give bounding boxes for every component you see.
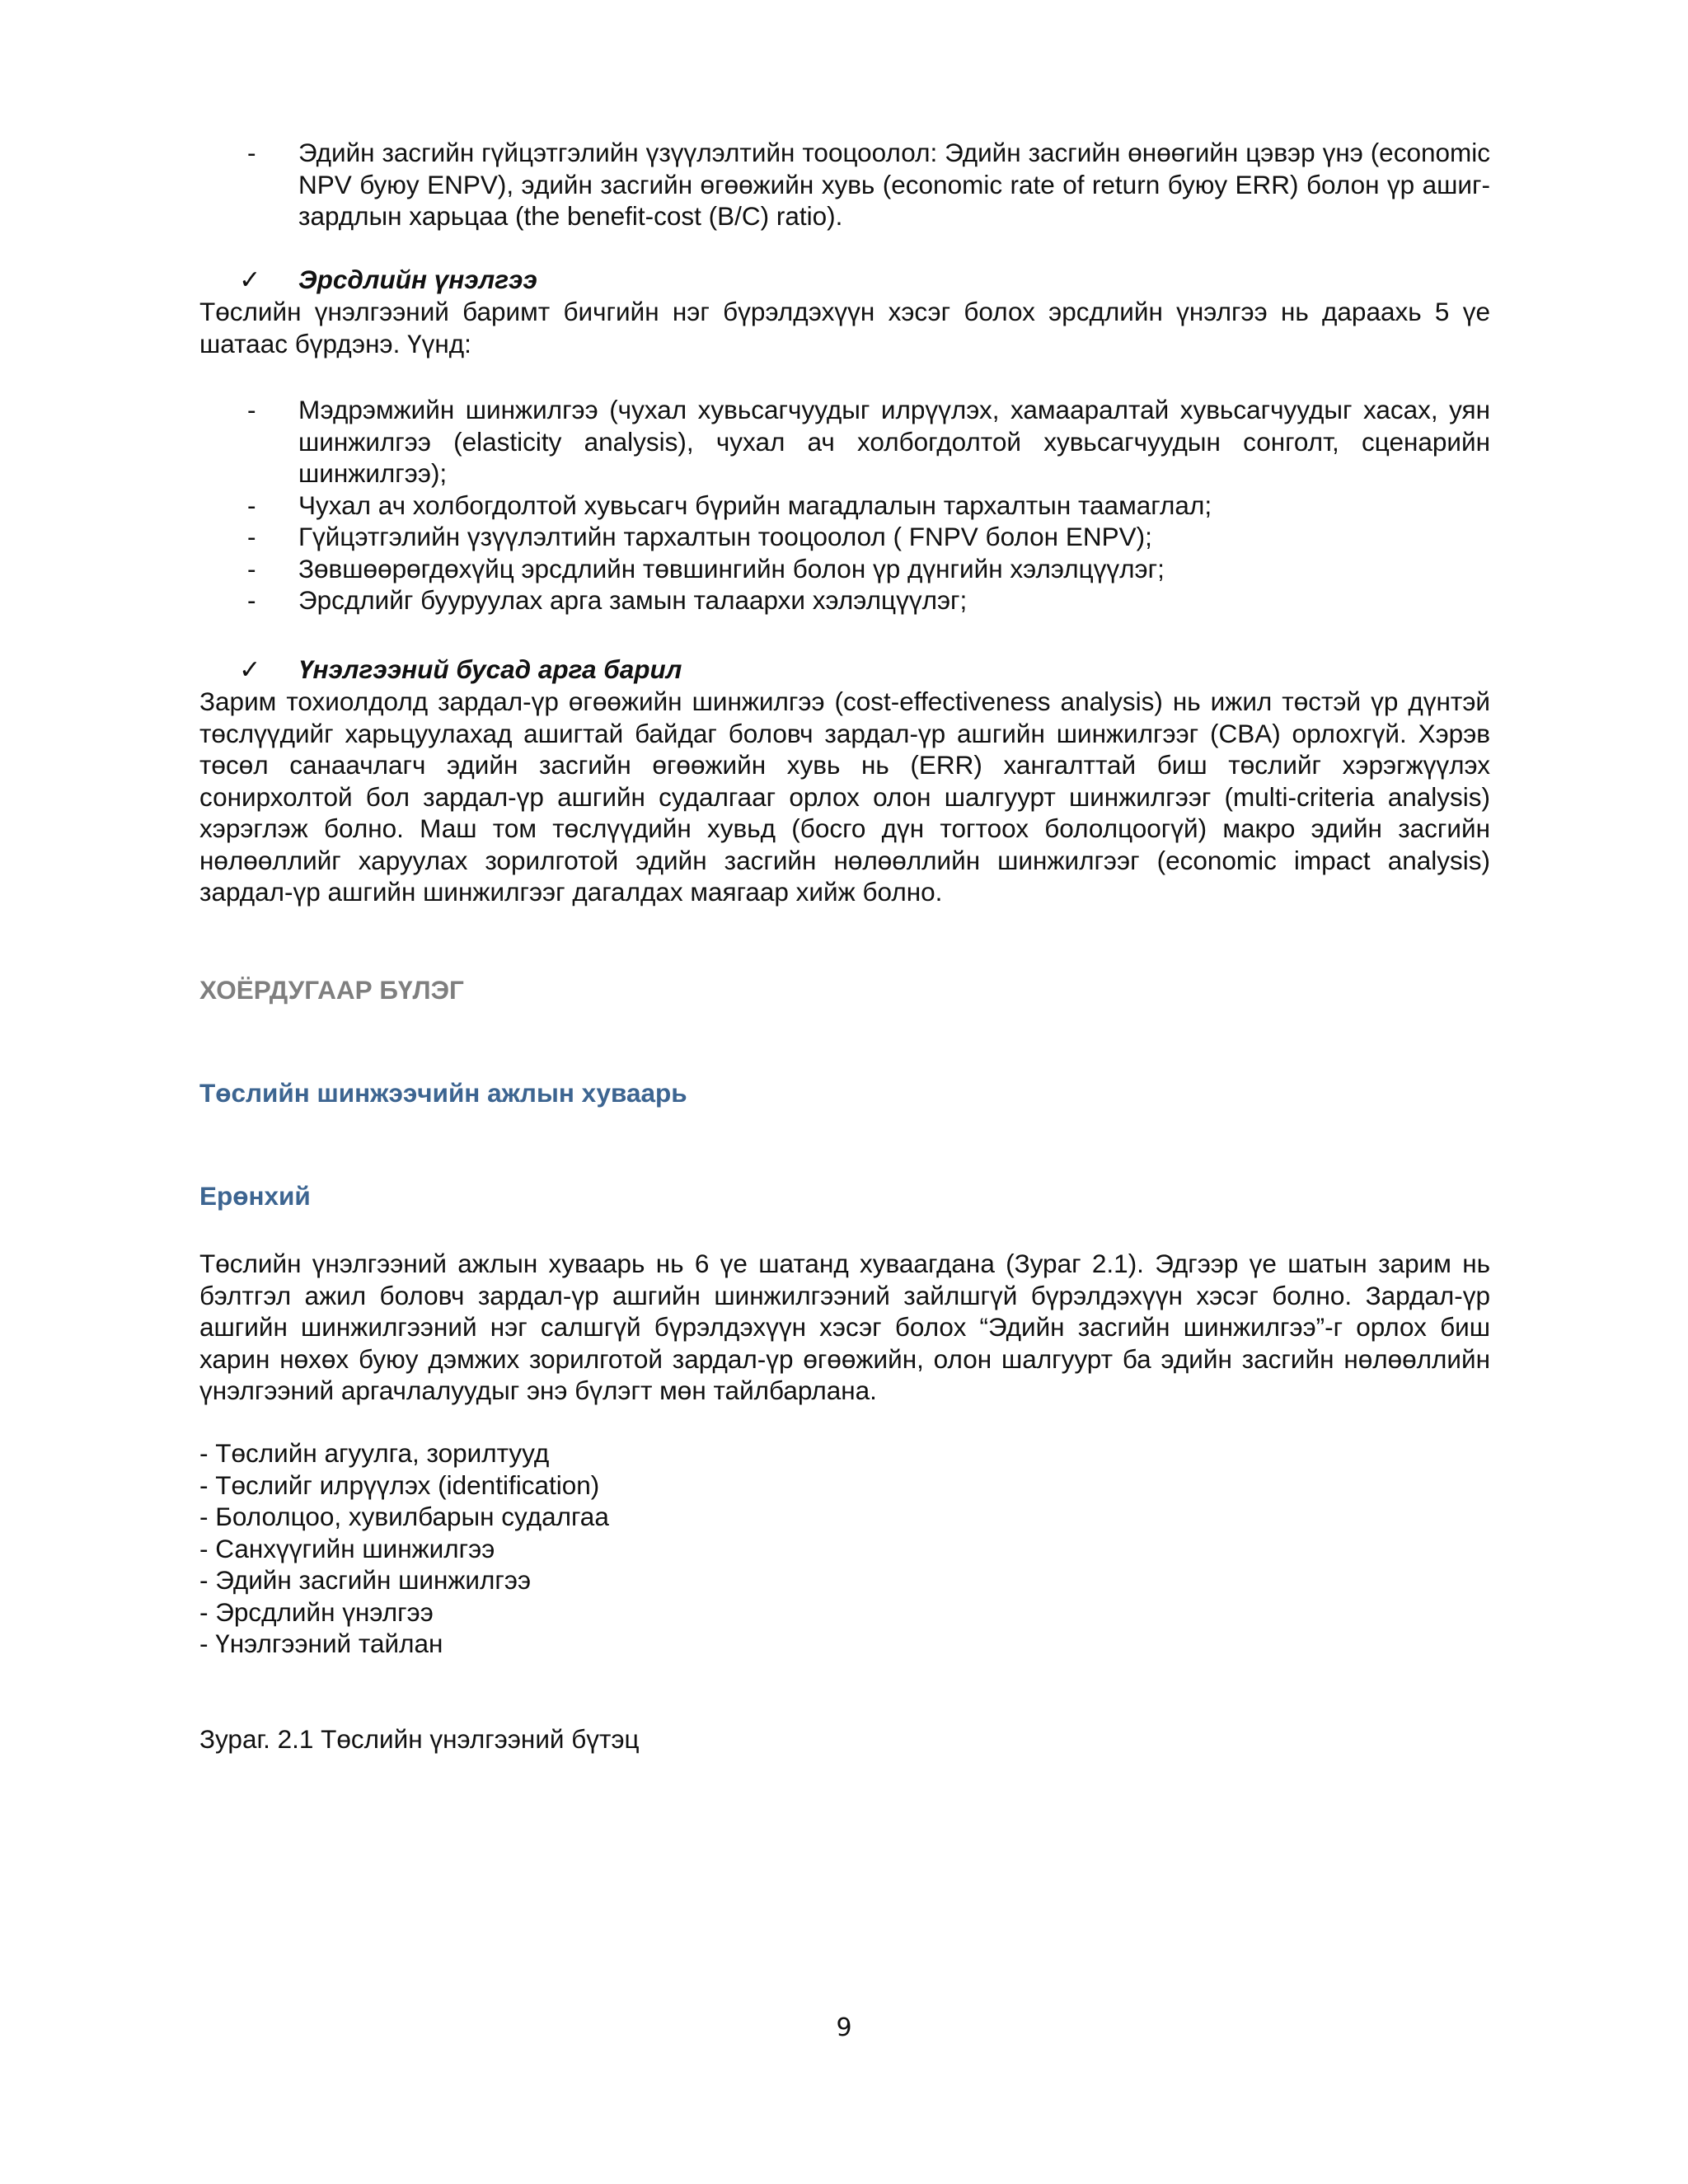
list-item: - Эрсдлийн үнэлгээ: [199, 1596, 434, 1627]
risk-intro-paragraph: Төслийн үнэлгээний баримт бичгийн нэг бүрэлдэхүүн хэсэг болох эрсдлийн үнэлгээ нь дараахь 5 үе шатаас бүрдэнэ. Үүнд:: [199, 297, 1490, 359]
list-item: - Үнэлгээний тайлан: [199, 1629, 443, 1658]
dash-bullet: -: [247, 138, 256, 167]
list-item: - Бололцоо, хувилбарын судалгаа: [199, 1502, 609, 1531]
list-item-text: Чухал ач холбогдолтой хувьсагч бүрийн магадлалын тархалтын таамаглал;: [298, 490, 1212, 520]
appraisal-stages-list: [199, 1437, 609, 1660]
dash-bullet: -: [247, 585, 256, 615]
list-item: [199, 553, 1490, 585]
dash-bullet: -: [247, 553, 256, 583]
dash-bullet: -: [247, 490, 256, 520]
chapter-title: ХОЁРДУГААР БҮЛЭГ: [199, 975, 464, 1005]
other-methods-paragraph: Зарим тохиолдолд зардал-үр өгөөжийн шинжилгээ (cost-effectiveness analysis) нь ижил төстэй үр дүнтэй төслүүдийг харьцуулахад ашигтай байдаг боловч зардал-үр ашгийн шинжилгээг (CBA) орлохгүй. Хэрэв төсөл санаачлагч эдийн засгийн өгөөжийн хувь нь (ERR) хангалттай биш төслийг хэрэгжүүлэх сонирхолтой бол зардал-үр ашгийн судалгааг орлох олон шалгуурт шинжилгээг (multi-criteria analysis) хэрэглэж болно. Маш том төслүүдийн хувьд (босго дүн тогтоох бололцоогүй) макро эдийн засгийн нөлөөллийг харуулах зорилготой эдийн засгийн нөлөөллийн шинжилгээг (economic impact analysis) зардал-үр ашгийн шинжилгээг дагалдах маягаар хийж болно.: [199, 687, 1490, 907]
list-item: [199, 521, 1490, 553]
list-item: [199, 584, 1490, 616]
list-item: - Төслийг илрүүлэх (identification): [199, 1469, 600, 1500]
other-heading-text: Үнэлгээний бусад арга барил: [298, 654, 682, 684]
list-item-text: Эдийн засгийн гүйцэтгэлийн үзүүлэлтийн тооцоолол: Эдийн засгийн өнөөгийн цэвэр үнэ (economic NPV буюу ENPV), эдийн засгийн өгөөжийн хувь (economic rate of return буюу ERR) болон үр ашиг-зардлын харьцаа (the benefit-cost (B/C) ratio).: [298, 138, 1490, 231]
list-item: - Эдийн засгийн шинжилгээ: [199, 1565, 532, 1595]
list-item: [199, 394, 1490, 490]
general-paragraph: Төслийн үнэлгээний ажлын хуваарь нь 6 үе шатанд хуваагдана (Зураг 2.1). Эдгээр үе шатын зарим нь бэлтгэл ажил боловч зардал-үр ашгийн шинжилгээний зайлшгүй бүрэлдэхүүн хэсэг болно. Зардал-үр ашгийн шинжилгээний нэг салшгүй бүрэлдэхүүн хэсэг болох “Эдийн засгийн шинжилгээ”-г орлох биш харин нөхөх буюу дэмжих зорилготой зардал-үр өгөөжийн, олон шалгуурт ба эдийн засгийн нөлөөллийн үнэлгээний аргачлалуудыг энэ бүлэгт мөн тайлбарлана.: [199, 1249, 1490, 1405]
dash-bullet: -: [247, 522, 256, 551]
checkmark-icon: ✓: [239, 265, 261, 294]
list-item-text: Зөвшөөрөгдөхүйц эрсдлийн төвшингийн болон үр дүнгийн хэлэлцүүлэг;: [298, 553, 1165, 583]
other-methods-heading: [239, 654, 682, 686]
list-item: - Төслийн агуулга, зорилтууд: [199, 1438, 550, 1468]
subsection-title: Ерөнхий: [199, 1181, 311, 1211]
risk-heading-text: Эрсдлийн үнэлгээ: [298, 265, 537, 294]
list-item: - Санхүүгийн шинжилгээ: [199, 1533, 495, 1563]
list-item-text: Гүйцэтгэлийн үзүүлэлтийн тархалтын тооцоолол ( FNPV болон ENPV);: [298, 522, 1152, 551]
economic-indicators-list: [199, 137, 1490, 232]
figure-caption: Зураг. 2.1 Төслийн үнэлгээний бүтэц: [199, 1724, 640, 1754]
risk-stages-list: [199, 394, 1490, 616]
list-item-text: Мэдрэмжийн шинжилгээ (чухал хувьсагчуудыг илрүүлэх, хамааралтай хувьсагчуудыг хасах, уян шинжилгээ (elasticity analysis), чухал ач холбогдолтой хувьсагчуудын сонголт, сценарийн шинжилгээ);: [298, 395, 1490, 488]
list-item-text: Эрсдлийг бууруулах арга замын талаархи хэлэлцүүлэг;: [298, 585, 968, 615]
risk-assessment-heading: [239, 264, 537, 296]
dash-bullet: -: [247, 395, 256, 424]
list-item: [199, 490, 1490, 522]
checkmark-icon: ✓: [239, 654, 261, 684]
page-number: 9: [836, 2013, 852, 2042]
list-item: [199, 137, 1490, 232]
section-title: Төслийн шинжээчийн ажлын хуваарь: [199, 1078, 687, 1108]
